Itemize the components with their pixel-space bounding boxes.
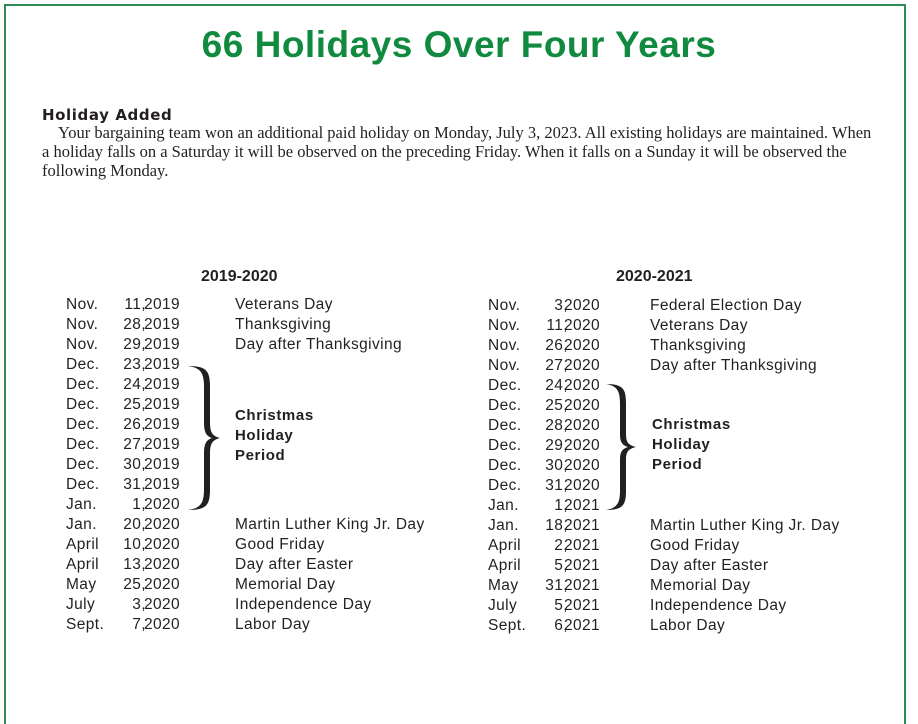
date-month: Dec.: [488, 417, 522, 434]
date-day: 10,: [123, 536, 146, 553]
date-year: 2019: [144, 296, 181, 313]
date-month: Dec.: [66, 396, 100, 413]
date-month: Jan.: [488, 497, 519, 514]
date-month: Dec.: [488, 397, 522, 414]
date-year: 2020: [564, 357, 601, 374]
date-day: 28,: [545, 417, 568, 434]
date-year: 2021: [564, 557, 601, 574]
date-day: 27,: [123, 436, 146, 453]
date-month: Sept.: [66, 616, 105, 633]
date-day: 7,: [132, 616, 146, 633]
date-year: 2020: [144, 596, 181, 613]
date-month: May: [488, 577, 519, 594]
right-holiday-name: Independence Day: [650, 597, 787, 614]
right-holiday-name: Veterans Day: [650, 317, 748, 334]
right-holiday-name: Labor Day: [650, 617, 726, 634]
date-year: 2020: [144, 616, 181, 633]
date-year: 2020: [144, 516, 181, 533]
left-holiday-row: [66, 615, 206, 635]
right-holiday-name: Day after Thanksgiving: [650, 357, 818, 374]
date-day: 24,: [545, 377, 568, 394]
date-month: Dec.: [488, 437, 522, 454]
date-year: 2019: [144, 356, 181, 373]
date-day: 26,: [545, 337, 568, 354]
date-month: Jan.: [488, 517, 519, 534]
date-year: 2019: [144, 396, 181, 413]
left-holiday-name: Day after Easter: [235, 556, 354, 573]
date-day: 13,: [123, 556, 146, 573]
left-christmas-line-1: Christmas: [235, 407, 314, 424]
date-month: Dec.: [66, 356, 100, 373]
date-day: 6,: [554, 617, 568, 634]
date-year: 2021: [564, 597, 601, 614]
date-year: 2021: [564, 577, 601, 594]
left-holiday-row: [66, 315, 206, 335]
date-month: July: [488, 597, 518, 614]
date-month: Dec.: [66, 416, 100, 433]
date-year: 2019: [144, 416, 181, 433]
date-year: 2019: [144, 336, 181, 353]
date-year: 2020: [564, 337, 601, 354]
date-month: Nov.: [488, 317, 521, 334]
left-holiday-row: [66, 495, 206, 515]
left-christmas-line-3: Period: [235, 447, 286, 464]
date-month: Nov.: [66, 296, 99, 313]
date-year: 2020: [144, 536, 181, 553]
left-holiday-row: [66, 375, 206, 395]
date-month: April: [66, 556, 100, 573]
date-year: 2020: [564, 477, 601, 494]
right-christmas-line-1: Christmas: [652, 416, 731, 433]
date-month: Dec.: [66, 376, 100, 393]
date-day: 3,: [132, 596, 146, 613]
date-month: Dec.: [66, 436, 100, 453]
date-month: Nov.: [488, 357, 521, 374]
date-year: 2019: [144, 436, 181, 453]
right-holiday-row: [488, 316, 628, 336]
date-month: Dec.: [488, 457, 522, 474]
date-month: July: [66, 596, 96, 613]
date-day: 25,: [123, 396, 146, 413]
date-month: April: [488, 557, 522, 574]
right-holiday-row: [488, 356, 628, 376]
date-month: Jan.: [66, 496, 97, 513]
date-year: 2021: [564, 497, 601, 514]
date-year: 2020: [564, 317, 601, 334]
right-holiday-row: [488, 336, 628, 356]
left-holiday-row: [66, 355, 206, 375]
date-year: 2019: [144, 476, 181, 493]
date-day: 29,: [123, 336, 146, 353]
date-day: 25,: [545, 397, 568, 414]
left-holiday-row: [66, 435, 206, 455]
date-day: 5,: [554, 557, 568, 574]
left-christmas-line-2: Holiday: [235, 427, 294, 444]
section-heading: Holiday Added: [42, 106, 173, 124]
date-day: 25,: [123, 576, 146, 593]
date-day: 11,: [546, 317, 568, 334]
right-holiday-name: Federal Election Day: [650, 297, 802, 314]
left-holiday-row: [66, 555, 206, 575]
left-holiday-row: [66, 335, 206, 355]
date-year: 2019: [144, 376, 181, 393]
date-day: 2,: [554, 537, 568, 554]
date-day: 26,: [123, 416, 146, 433]
date-month: Nov.: [66, 336, 99, 353]
date-day: 3,: [554, 297, 568, 314]
left-holiday-row: [66, 455, 206, 475]
date-month: Nov.: [488, 297, 521, 314]
left-holiday-name: Labor Day: [235, 616, 311, 633]
date-year: 2019: [144, 316, 181, 333]
date-year: 2020: [564, 437, 601, 454]
date-day: 5,: [554, 597, 568, 614]
left-holiday-name: Thanksgiving: [235, 316, 332, 333]
date-month: Dec.: [488, 377, 522, 394]
date-year: 2020: [144, 496, 181, 513]
left-holiday-name: Day after Thanksgiving: [235, 336, 403, 353]
date-month: Nov.: [488, 337, 521, 354]
date-month: Sept.: [488, 617, 527, 634]
left-holiday-row: [66, 415, 206, 435]
right-holiday-name: Memorial Day: [650, 577, 751, 594]
date-day: 11,: [124, 296, 146, 313]
right-column-heading: 2020-2021: [616, 268, 693, 285]
right-holiday-name: Martin Luther King Jr. Day: [650, 517, 840, 534]
right-holiday-row: [488, 616, 628, 636]
date-day: 30,: [123, 456, 146, 473]
date-day: 23,: [123, 356, 146, 373]
date-day: 31,: [545, 477, 568, 494]
date-day: 28,: [123, 316, 146, 333]
right-christmas-brace: [604, 382, 640, 512]
right-holiday-name: Day after Easter: [650, 557, 769, 574]
date-year: 2020: [564, 417, 601, 434]
left-column-heading: 2019-2020: [201, 268, 278, 285]
left-christmas-label: [235, 406, 314, 466]
date-day: 31,: [123, 476, 146, 493]
date-day: 29,: [545, 437, 568, 454]
right-holiday-row: [488, 536, 628, 556]
left-holiday-name: Memorial Day: [235, 576, 336, 593]
date-year: 2020: [144, 556, 181, 573]
date-month: May: [66, 576, 97, 593]
date-day: 1,: [132, 496, 146, 513]
date-day: 18,: [545, 517, 568, 534]
right-holiday-row: [488, 576, 628, 596]
date-year: 2021: [564, 617, 601, 634]
date-day: 24,: [123, 376, 146, 393]
date-day: 1,: [554, 497, 568, 514]
right-holiday-name: Thanksgiving: [650, 337, 747, 354]
date-year: 2019: [144, 456, 181, 473]
date-year: 2020: [564, 397, 601, 414]
date-year: 2020: [564, 297, 601, 314]
left-holiday-row: [66, 515, 206, 535]
left-holiday-row: [66, 535, 206, 555]
left-christmas-brace: [186, 364, 222, 512]
date-month: Nov.: [66, 316, 99, 333]
left-holiday-row: [66, 575, 206, 595]
right-holiday-name: Good Friday: [650, 537, 740, 554]
date-month: Dec.: [66, 476, 100, 493]
date-month: April: [66, 536, 100, 553]
date-day: 31,: [545, 577, 568, 594]
intro-paragraph: Your bargaining team won an additional paid holiday on Monday, July 3, 2023. All existing holidays are maintained. When a holiday falls on a Saturday it will be observed on the preceding Friday. When it falls on a Sunday it will be observed the following Monday.: [42, 123, 872, 180]
right-christmas-line-3: Period: [652, 456, 703, 473]
left-holiday-row: [66, 395, 206, 415]
left-holiday-row: [66, 595, 206, 615]
left-holiday-name: Good Friday: [235, 536, 325, 553]
left-holiday-name: Veterans Day: [235, 296, 333, 313]
date-year: 2020: [564, 457, 601, 474]
date-year: 2020: [564, 377, 601, 394]
date-day: 27,: [545, 357, 568, 374]
right-christmas-label: [652, 415, 731, 475]
left-holiday-row: [66, 475, 206, 495]
date-year: 2020: [144, 576, 181, 593]
left-holiday-name: Independence Day: [235, 596, 372, 613]
left-holiday-row: [66, 295, 206, 315]
date-day: 30,: [545, 457, 568, 474]
date-month: Jan.: [66, 516, 97, 533]
right-holiday-row: [488, 516, 628, 536]
date-month: Dec.: [488, 477, 522, 494]
date-day: 20,: [123, 516, 146, 533]
right-holiday-row: [488, 556, 628, 576]
right-holiday-row: [488, 596, 628, 616]
date-year: 2021: [564, 517, 601, 534]
right-holiday-row: [488, 296, 628, 316]
page-title: 66 Holidays Over Four Years: [201, 24, 717, 65]
date-month: April: [488, 537, 522, 554]
date-year: 2021: [564, 537, 601, 554]
left-holiday-name: Martin Luther King Jr. Day: [235, 516, 425, 533]
date-month: Dec.: [66, 456, 100, 473]
right-christmas-line-2: Holiday: [652, 436, 711, 453]
